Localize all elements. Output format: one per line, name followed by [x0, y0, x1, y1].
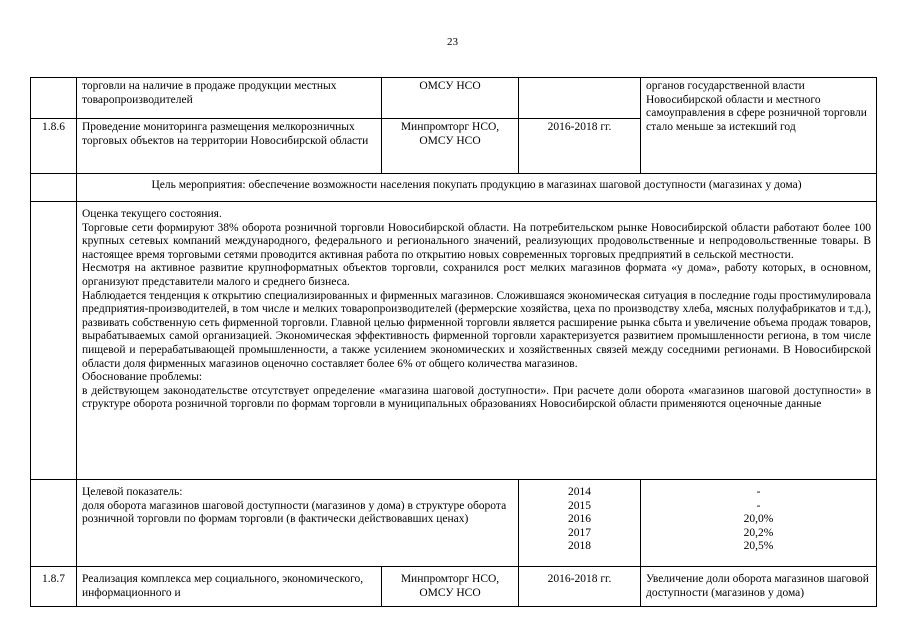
target-years-cell: [519, 480, 641, 567]
row-number-cell: 1.8.7: [31, 567, 77, 607]
target-value: 20,5%: [743, 540, 774, 553]
target-value: 20,0%: [743, 513, 774, 526]
assessment-cell: [77, 202, 877, 480]
goal-cell: Цель мероприятия: обеспечение возможности населения покупать продукцию в магазинах шаговой доступности (магазинах у дома): [77, 174, 877, 202]
target-year: 2016: [568, 513, 591, 526]
page-number: 23: [447, 36, 458, 48]
row-number-cell: [31, 174, 77, 202]
assessment-heading: Оценка текущего состояния.: [82, 208, 222, 220]
assessment-paragraph: Наблюдается тенденция к открытию специализированных и фирменных магазинов. Сложившаяся экономическая ситуация в последние годы простимулировала предприятия-производителей, в том числе и мелких товаропроизводителей (фермерские хозяйства, цеха по производству хлеба, мясных полуфабрикатов и т.д.), развивать собственную сеть фирменной торговли. Главной целью фирменной торговли является расширение рынка сбыта и увеличение объема продаж товаров, вырабатываемых самой организацией. Экономическая эффективность фирменной торговли характеризуется развитием промышленности региона, в том числе пищевой и перерабатывающей промышленности, а также усилением экономических и хозяйственных связей между соседними регионами. В Новосибирской области доля фирменных магазинов оценочно составляет более 6% от общего количества магазинов.: [82, 289, 871, 370]
row-number-cell: [31, 202, 77, 480]
target-value: -: [756, 499, 761, 512]
table-row: [31, 174, 877, 202]
target-values-cell: [641, 480, 877, 567]
period-cell: 2016-2018 гг.: [519, 119, 641, 174]
result-cell: Увеличение доли оборота магазинов шаговой доступности (магазинов у дома): [641, 567, 877, 607]
row-number-cell: [31, 78, 77, 119]
target-year: 2014: [568, 486, 591, 498]
period-cell: [519, 78, 641, 119]
table-row: [31, 567, 877, 607]
target-value: -: [756, 486, 761, 498]
assessment-paragraph: Торговые сети формируют 38% оборота розничной торговли Новосибирской области. На потребительском рынке Новосибирской области работают более 100 крупных сетевых компаний международного, федерального и регионального значений, реализующих продовольственные и непродовольственные товары. В настоящее время торговыми сетями проводится активная работа по открытию новых современных торговых предприятий в сельской местности.: [82, 221, 871, 261]
table-row: [31, 480, 877, 567]
assessment-paragraph: Несмотря на активное развитие крупноформатных объектов торговли, сохранился рост мелких магазинов формата «у дома», работу которых, в основном, организуют представители малого и среднего бизнеса.: [82, 262, 871, 288]
target-year: 2018: [568, 540, 591, 553]
target-label: Целевой показатель:: [82, 486, 183, 498]
target-text: доля оборота магазинов шаговой доступности (магазинов у дома) в структуре оборота розничной торговли по формам торговли (в фактически действовавших ценах): [82, 499, 507, 526]
measure-cell: торговли на наличие в продаже продукции местных товаропроизводителей: [77, 78, 382, 119]
target-year: 2015: [568, 499, 591, 512]
table-row: [31, 78, 877, 119]
measure-cell: Реализация комплекса мер социального, экономического, информационного и: [77, 567, 382, 607]
executor-cell: Минпромторг НСО, ОМСУ НСО: [382, 567, 519, 607]
measure-cell: Проведение мониторинга размещения мелкорозничных торговых объектов на территории Новосибирской области: [77, 119, 382, 174]
executor-cell: Минпромторг НСО, ОМСУ НСО: [382, 119, 519, 174]
target-value: 20,2%: [743, 526, 774, 539]
target-indicator-cell: [77, 480, 519, 567]
row-number-cell: [31, 480, 77, 567]
period-cell: 2016-2018 гг.: [519, 567, 641, 607]
measures-table: [30, 77, 877, 607]
row-number-cell: 1.8.6: [31, 119, 77, 174]
assessment-paragraph: в действующем законодательстве отсутствует определение «магазина шаговой доступности». При расчете доли оборота «магазинов шаговой доступности» в структуре оборота розничной торговли по формам торговли в муниципальных образованиях Новосибирской области применяются оценочные данные: [82, 384, 871, 411]
executor-cell: ОМСУ НСО: [382, 78, 519, 119]
table-row: [31, 202, 877, 480]
problem-heading: Обоснование проблемы:: [82, 371, 203, 384]
result-cell: органов государственной власти Новосибирской области и местного самоуправления в сфере розничной торговли стало меньше за истекший год: [641, 78, 877, 174]
target-year: 2017: [568, 526, 591, 539]
